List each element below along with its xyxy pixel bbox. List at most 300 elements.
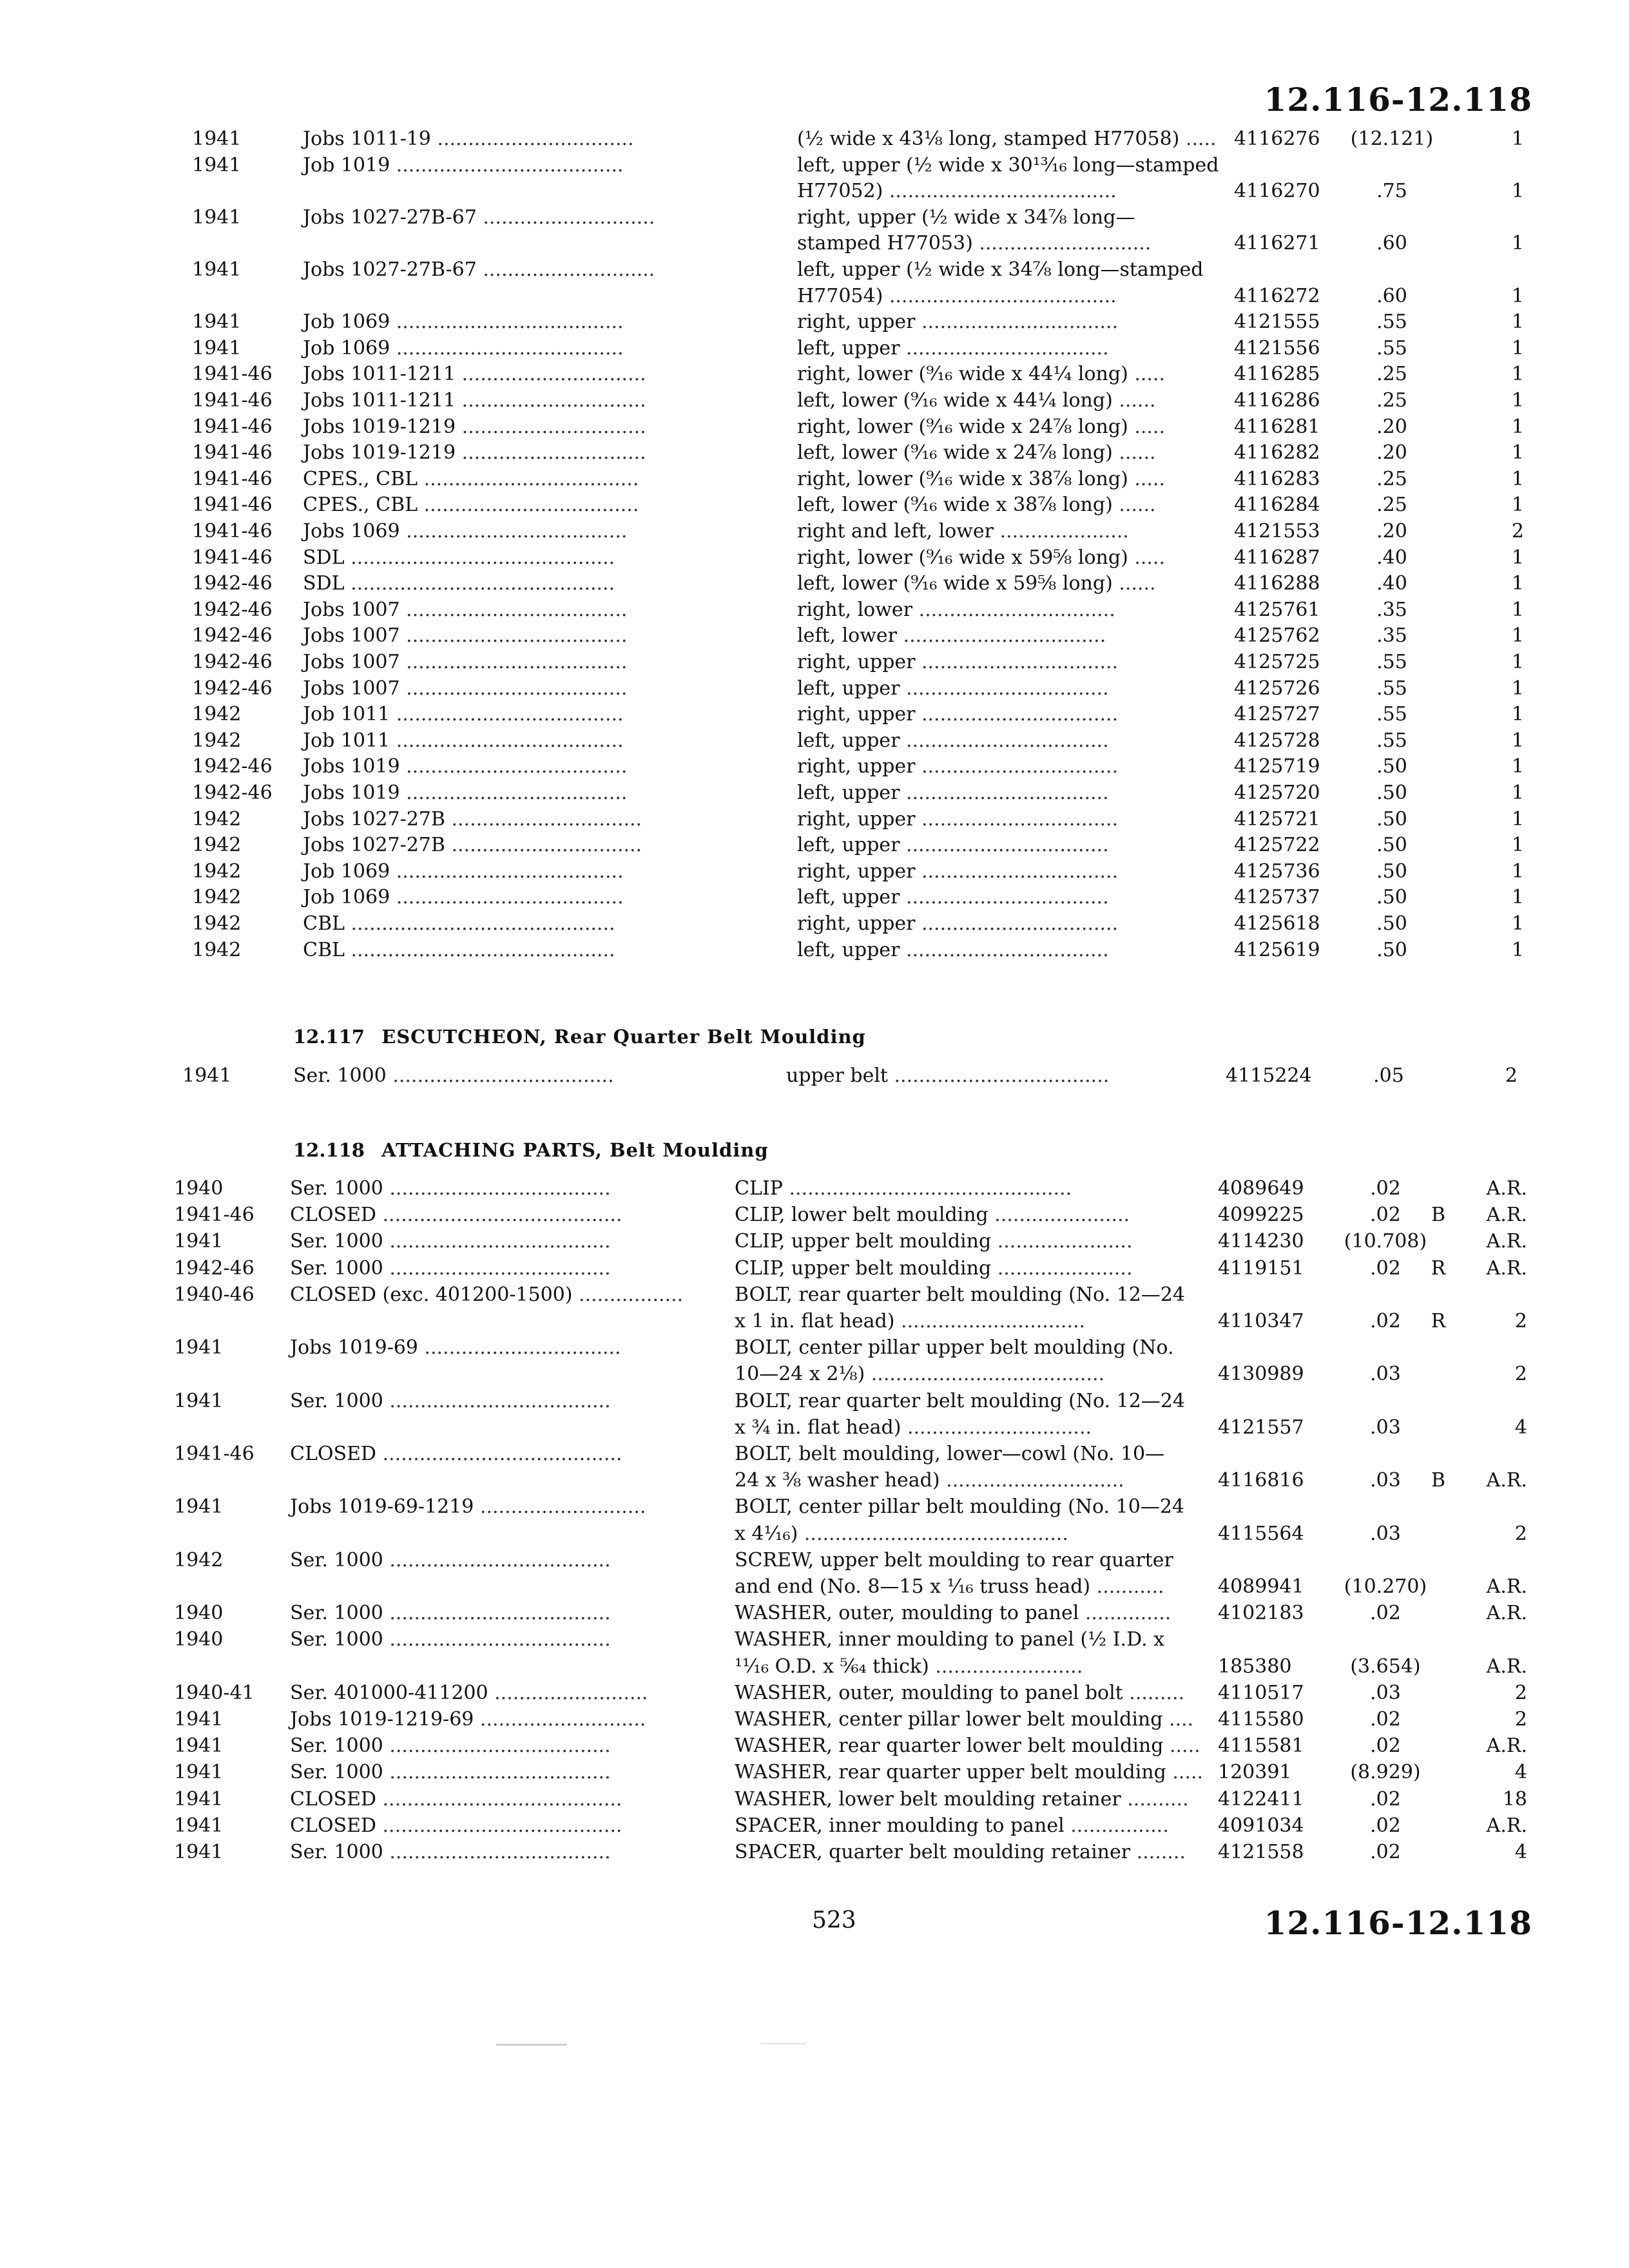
model-text: Ser. 1000 [293,1064,387,1087]
cell-part: 4125725 [1234,651,1320,673]
description-text: upper belt [786,1064,888,1087]
cell-qty: 1 [1511,912,1524,935]
cell-price: .25 [1376,467,1407,490]
year-text: 1942 [192,938,242,961]
section-12-117-heading [293,1026,866,1048]
cell-year [192,859,321,885]
cell-desc [797,780,1210,806]
leader-dots: .................................... [400,755,628,778]
description-text: right, upper [797,912,916,935]
cell-qty: 1 [1511,284,1524,307]
leader-dots: ........................................... [798,1522,1068,1545]
cell-price: .02 [1370,1204,1401,1227]
description-text: left, upper [797,834,900,857]
cell-year [192,414,321,440]
year-text: 1941-46 [192,546,273,569]
model-text: Jobs 1019-1219 [303,441,456,465]
description-text: right, lower (⁹⁄₁₆ wide x 38⅞ long) [797,467,1128,490]
cell-model [303,728,722,754]
leader-dots: ...... [1112,494,1156,517]
description-text: BOLT, rear quarter belt moulding (No. 12—24 [735,1283,1185,1306]
year-text: 1941-46 [192,415,273,438]
cell-model [303,361,722,387]
description-text: CLIP, upper belt moulding [735,1256,992,1280]
cell-model [303,257,722,283]
cell-qty: A.R. [1486,1256,1527,1280]
year-text: 1941 [174,1787,224,1811]
leader-dots: .................................... [400,598,628,621]
cell-qty: 1 [1511,232,1524,255]
cell-qty: 2 [1514,1708,1527,1731]
cell-year [192,597,321,623]
leader-dots: ..................................... [390,886,624,909]
cell-price: .03 [1370,1416,1401,1439]
cell-desc [797,754,1210,780]
leader-dots: ................ [1064,1814,1169,1837]
description-text: right, upper [797,755,916,778]
leader-dots: ................................... [418,467,639,490]
year-text: 1942 [192,834,242,857]
cell-desc [786,1063,1205,1089]
model-text: Jobs 1027-27B-67 [303,258,477,281]
model-text: Job 1019 [303,153,390,177]
leader-dots: ..................... [994,520,1129,543]
model-text: Jobs 1007 [303,624,400,648]
model-text: Job 1011 [303,703,390,726]
model-text: Ser. 1000 [290,1602,383,1625]
model-text: Jobs 1069 [303,520,400,543]
cell-qty: A.R. [1486,1575,1527,1598]
leader-dots: ....................................... [376,1787,622,1811]
cell-part: 4089649 [1218,1177,1304,1200]
page-header-code: 12.116-12.118 [1264,81,1532,119]
model-text: Job 1069 [303,336,390,360]
description-text: WASHER, center pillar lower belt moulding [735,1708,1163,1731]
leader-dots: ...................... [991,1230,1133,1253]
description-text: right, upper (½ wide x 34⅞ long— [797,206,1135,229]
description-text: SPACER, quarter belt moulding retainer [735,1841,1131,1863]
leader-dots: ...... [1112,441,1156,465]
cell-mark: B [1431,1204,1446,1227]
year-text: 1941-46 [192,389,273,412]
cell-desc [797,728,1210,754]
cell-price: .05 [1373,1064,1404,1087]
leader-dots: ......................... [488,1681,648,1704]
cell-year [182,1063,311,1089]
cell-part: 4122411 [1218,1787,1304,1811]
leader-dots: ..................................... [390,311,624,334]
cell-qty: 2 [1514,1681,1527,1704]
description-text: right, upper [797,703,916,726]
description-text: left, upper (½ wide x 34⅞ long—stamped [797,258,1204,281]
cell-price: .35 [1376,598,1407,621]
leader-dots: ................................ [915,311,1119,334]
cell-year [174,1441,303,1467]
year-text: 1942 [192,912,242,935]
cell-price: .50 [1376,860,1407,883]
cell-desc [797,440,1210,466]
cell-qty: 18 [1502,1787,1527,1811]
cell-price: .55 [1376,703,1407,726]
model-text: Ser. 1000 [290,1548,383,1571]
year-text: 1941 [174,1708,224,1731]
description-text: left, lower (⁹⁄₁₆ wide x 24⅞ long) [797,441,1113,465]
model-text: Job 1069 [303,886,390,909]
cell-desc [797,676,1210,702]
cell-desc [735,1787,1199,1812]
cell-desc [797,309,1210,335]
leader-dots: ................................. [900,782,1109,804]
cell-part: 4125727 [1234,703,1320,726]
cell-qty: 1 [1511,860,1524,883]
cell-desc [735,1229,1199,1254]
leader-dots: ........................ [929,1655,1083,1678]
year-text: 1941 [174,1389,224,1412]
cell-model [303,754,722,780]
cell-desc [797,178,1210,204]
model-text: CPES., CBL [303,467,418,490]
cell-part: 4121553 [1234,520,1320,543]
model-text: Ser. 1000 [290,1256,383,1280]
cell-year [174,1202,303,1228]
cell-desc [735,1176,1199,1202]
cell-desc [797,545,1210,571]
cell-desc [735,1733,1199,1759]
description-text: right and left, lower [797,520,994,543]
cell-desc [735,1813,1199,1839]
leader-dots: .................................... [383,1548,611,1571]
cell-qty: 1 [1511,651,1524,673]
description-text: H77054) [797,284,883,307]
model-text: SDL [303,572,345,595]
leader-dots: ...................................... [865,1363,1105,1386]
cell-price: .35 [1376,624,1407,648]
cell-desc [735,1840,1199,1865]
year-text: 1941 [192,206,242,229]
cell-mark: R [1431,1310,1446,1332]
cell-desc [797,284,1210,309]
model-text: Jobs 1019-1219 [303,415,456,438]
cell-desc [797,388,1210,414]
cell-qty: 1 [1511,336,1524,360]
cell-desc [797,361,1210,387]
description-text: CLIP, lower belt moulding [735,1204,988,1227]
cell-price: .02 [1370,1814,1401,1837]
cell-part: 4110517 [1218,1681,1304,1704]
description-text: left, upper [797,886,900,909]
cell-price: .60 [1376,284,1407,307]
cell-part: 4125721 [1234,807,1320,831]
cell-model [303,597,722,623]
model-text: Jobs 1019-69 [290,1336,418,1360]
model-text: Jobs 1019 [303,755,400,778]
cell-price: .02 [1370,1256,1401,1280]
description-text: right, upper [797,311,916,334]
leader-dots: ..................................... [390,336,624,360]
leader-dots: .................................... [383,1256,611,1280]
cell-desc [797,885,1210,910]
description-text: ¹¹⁄₁₆ O.D. x ⁵⁄₆₄ thick) [735,1655,929,1678]
cell-qty: A.R. [1486,1602,1527,1625]
leader-dots: .................................... [383,1761,611,1784]
leader-dots: ..... [1163,1735,1200,1758]
cell-qty: 1 [1511,677,1524,700]
year-text: 1942 [192,729,242,752]
leader-dots: ............................ [972,232,1152,255]
cell-model [303,126,722,152]
cell-desc [797,911,1210,937]
year-text: 1941 [174,1761,224,1784]
leader-dots: ..................................... [390,703,624,726]
leader-dots: ..................................... [390,153,624,177]
cell-desc [735,1707,1199,1733]
cell-desc [797,414,1210,440]
year-text: 1941 [192,258,242,281]
cell-qty: A.R. [1486,1469,1527,1492]
cell-desc [735,1361,1199,1387]
leader-dots: ............................... [445,807,642,831]
cell-price: .25 [1376,363,1407,386]
model-text: CLOSED [290,1204,376,1227]
year-text: 1941-46 [192,494,273,517]
leader-dots: ................................. [900,938,1109,961]
cell-part: 120391 [1218,1761,1292,1784]
cell-mark: R [1431,1256,1446,1280]
description-text: SCREW, upper belt moulding to rear quarter [735,1548,1173,1571]
leader-dots: ........................................... [344,546,615,569]
cell-year [192,492,321,518]
leader-dots: ..... [1166,1761,1204,1784]
leader-dots: ..................................... [883,180,1117,203]
description-text: left, upper [797,677,900,700]
page-number: 523 [812,1907,856,1934]
cell-price: .20 [1376,441,1407,465]
cell-qty: 1 [1511,128,1524,150]
leader-dots: ................................ [915,860,1119,883]
cell-desc [735,1309,1199,1334]
description-text: x ¾ in. flat head) [735,1416,901,1439]
year-text: 1942-46 [192,677,273,700]
leader-dots: .................................... [400,782,628,804]
cell-model [290,1548,709,1573]
cell-year [192,309,321,335]
cell-model [290,1441,709,1467]
cell-qty: A.R. [1486,1655,1527,1678]
year-text: 1941 [192,128,242,150]
description-text: WASHER, outer, moulding to panel bolt [735,1681,1123,1704]
cell-model [290,1389,709,1414]
cell-part: 4125736 [1234,860,1320,883]
cell-qty: 1 [1511,938,1524,961]
cell-price: .50 [1376,886,1407,909]
cell-part: 4116272 [1234,284,1320,307]
cell-desc [735,1441,1199,1467]
cell-desc [797,519,1210,544]
description-text: 10—24 x 2⅛) [735,1363,865,1386]
cell-year [174,1494,303,1520]
cell-year [192,807,321,832]
model-text: Jobs 1027-27B [303,807,445,831]
description-text: left, lower (⁹⁄₁₆ wide x 59⅝ long) [797,572,1113,595]
model-text: Job 1069 [303,311,390,334]
leader-dots: ....................................... [376,1814,622,1837]
cell-year [192,832,321,858]
leader-dots: .................................... [383,1230,611,1253]
cell-part: 4116283 [1234,467,1320,490]
cell-year [192,361,321,387]
leader-dots: ................................ [430,128,634,150]
cell-qty: 1 [1511,389,1524,412]
leader-dots: .................................... [383,1389,611,1412]
cell-part: 4116285 [1234,363,1320,386]
cell-qty: 1 [1511,729,1524,752]
year-text: 1941 [182,1064,232,1087]
model-text: CBL [303,938,345,961]
cell-price: .02 [1370,1787,1401,1811]
leader-dots: .................................... [400,677,628,700]
cell-model [290,1256,709,1282]
cell-year [174,1733,303,1759]
cell-year [192,702,321,727]
cell-desc [735,1202,1199,1228]
cell-desc [797,832,1210,858]
description-text: BOLT, belt moulding, lower—cowl (No. 10— [735,1443,1165,1465]
leader-dots: ................................. [897,624,1106,648]
cell-year [192,780,321,806]
cell-part: 4110347 [1218,1310,1304,1332]
cell-year [192,885,321,910]
leader-dots: ............................ [476,258,655,281]
cell-qty: 2 [1505,1064,1518,1087]
cell-model [290,1494,709,1520]
leader-dots: ...... [1112,572,1156,595]
cell-desc [735,1282,1199,1308]
model-text: Jobs 1007 [303,651,400,673]
description-text: left, upper [797,938,900,961]
leader-dots: .............................. [894,1310,1086,1332]
cell-year [174,1813,303,1839]
cell-model [290,1627,709,1653]
year-text: 1941 [192,336,242,360]
cell-qty: 1 [1511,834,1524,857]
model-text: Ser. 1000 [290,1628,383,1651]
cell-price: .20 [1376,415,1407,438]
description-text: WASHER, rear quarter upper belt moulding [735,1761,1166,1784]
year-text: 1941 [192,153,242,177]
cell-price: .50 [1376,834,1407,857]
leader-dots: ................................ [915,651,1119,673]
model-text: Jobs 1027-27B-67 [303,206,477,229]
year-text: 1941 [192,311,242,334]
cell-price: .03 [1370,1363,1401,1386]
cell-part: 4121555 [1234,311,1320,334]
cell-model [290,1760,709,1785]
model-text: Jobs 1007 [303,598,400,621]
leader-dots: ......... [1123,1681,1185,1704]
cell-price: .40 [1376,572,1407,595]
leader-dots: ................. [572,1283,684,1306]
cell-model [303,832,722,858]
leader-dots: .............................. [456,363,646,386]
leader-dots: ................................... [887,1064,1110,1087]
cell-price: .25 [1376,494,1407,517]
cell-qty: A.R. [1486,1204,1527,1227]
cell-price: .55 [1376,651,1407,673]
cell-desc [797,231,1210,256]
description-text: BOLT, center pillar upper belt moulding (No. [735,1336,1174,1360]
cell-qty: 1 [1511,311,1524,334]
description-text: BOLT, rear quarter belt moulding (No. 12—24 [735,1389,1185,1412]
cell-part: 4115580 [1218,1708,1304,1731]
cell-qty: 1 [1511,180,1524,203]
leader-dots: .............................. [901,1416,1092,1439]
cell-part: 4114230 [1218,1230,1304,1253]
section-number: 12.117 [293,1026,365,1048]
cell-model [303,702,722,727]
cell-part: 4121556 [1234,336,1320,360]
leader-dots: ........ [1130,1841,1186,1863]
cell-part: 4116282 [1234,441,1320,465]
cell-qty: 1 [1511,624,1524,648]
cell-desc [735,1494,1199,1520]
description-text: WASHER, inner moulding to panel (½ I.D. x [735,1628,1165,1651]
cell-year [192,728,321,754]
leader-dots: ................................ [915,912,1119,935]
cell-price: .55 [1376,336,1407,360]
year-text: 1942-46 [192,782,273,804]
model-text: Jobs 1019-69-1219 [290,1495,474,1519]
leader-dots: ..... [1128,546,1165,569]
section-number: 12.118 [293,1139,365,1161]
cell-desc [735,1415,1199,1441]
cell-price: .50 [1376,782,1407,804]
cell-model [290,1707,709,1733]
cell-price: (10.708) [1344,1230,1427,1253]
leader-dots: .... [1162,1708,1194,1731]
cell-year [174,1680,303,1706]
model-text: Jobs 1011-1211 [303,389,456,412]
year-text: 1941 [174,1495,224,1519]
leader-dots: .................................... [383,1177,611,1200]
leader-dots: ................................. [900,834,1109,857]
description-text: H77052) [797,180,883,203]
cell-price: .55 [1376,729,1407,752]
description-text: x 4⅟₁₆) [735,1522,798,1545]
cell-year [192,519,321,544]
leader-dots: ..... [1179,128,1217,150]
cell-model [303,859,722,885]
cell-desc [797,257,1210,283]
cell-part: 4116284 [1234,494,1320,517]
cell-desc [797,466,1210,492]
leader-dots: ....................................... [376,1443,622,1465]
cell-desc [797,571,1210,597]
cell-model [303,807,722,832]
year-text: 1941-46 [174,1443,255,1465]
model-text: CLOSED [290,1443,376,1465]
year-text: 1942-46 [174,1256,255,1280]
year-text: 1941-46 [192,363,273,386]
leader-dots: .................................... [400,651,628,673]
leader-dots: .............................. [456,389,646,412]
cell-year [192,937,321,963]
leader-dots: ................................. [900,336,1109,360]
description-text: left, upper (½ wide x 30¹³⁄₁₆ long—stamped [797,153,1219,177]
model-text: Ser. 1000 [290,1841,383,1863]
cell-part: 4125761 [1234,598,1320,621]
leader-dots: ........... [1090,1575,1164,1598]
description-text: right, lower (⁹⁄₁₆ wide x 59⅝ long) [797,546,1128,569]
